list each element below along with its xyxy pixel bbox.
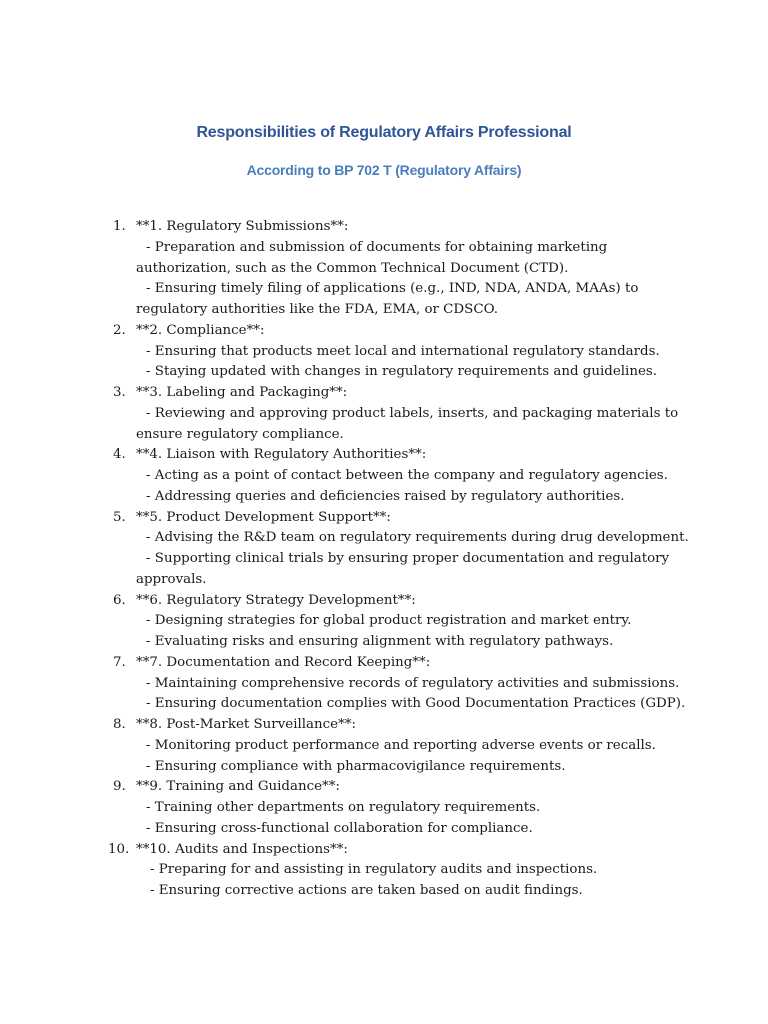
list-item-number: 2.: [113, 322, 126, 338]
document-subtitle: According to BP 702 T (Regulatory Affairs): [246, 162, 522, 178]
list-item-detail-line: - Preparing for and assisting in regulatory audits and inspections.: [150, 862, 598, 878]
list-item-heading: **5. Product Development Support**:: [136, 509, 391, 525]
list-item: [0, 445, 768, 507]
list-item-number: 10.: [108, 841, 130, 857]
list-item-detail-line: - Monitoring product performance and reporting adverse events or recalls.: [146, 737, 656, 753]
list-item-number: 3.: [113, 385, 126, 400]
list-item: [0, 321, 768, 383]
list-item-heading: **7. Documentation and Record Keeping**:: [136, 654, 431, 670]
list-item: [0, 217, 768, 321]
list-item-detail-line: - Ensuring documentation complies with Good Documentation Practices (GDP).: [146, 696, 686, 712]
list-item: [0, 591, 768, 653]
list-item-heading: **3. Labeling and Packaging**:: [136, 385, 348, 400]
list-item-detail-line: authorization, such as the Common Technical Document (CTD).: [136, 260, 569, 276]
list-item-number: 6.: [113, 592, 126, 608]
list-item-detail-line: - Designing strategies for global product registration and market entry.: [146, 613, 632, 629]
list-item-number: 7.: [113, 654, 126, 670]
list-item-heading: **8. Post-Market Surveillance**:: [136, 717, 356, 732]
list-item-detail-line: - Ensuring corrective actions are taken based on audit findings.: [150, 883, 583, 898]
list-item-detail-line: - Ensuring timely filing of applications (e.g., IND, NDA, ANDA, MAAs) to: [146, 281, 639, 297]
list-item: [0, 508, 768, 591]
list-item-number: 8.: [113, 717, 126, 732]
list-item-heading: **10. Audits and Inspections**:: [136, 841, 348, 857]
list-item-detail-line: - Addressing queries and deficiencies raised by regulatory authorities.: [146, 488, 625, 504]
list-item-detail-line: approvals.: [136, 571, 207, 587]
list-item: [0, 840, 768, 902]
list-item-detail-line: regulatory authorities like the FDA, EMA, or CDSCO.: [136, 302, 499, 317]
list-item: [0, 777, 768, 839]
list-item-number: 5.: [113, 509, 126, 525]
list-item: [0, 653, 768, 715]
document-title: Responsibilities of Regulatory Affairs Professional: [196, 124, 572, 141]
list-item-detail-line: - Ensuring cross-functional collaboration for compliance.: [146, 820, 533, 836]
list-item-detail-line: ensure regulatory compliance.: [136, 426, 344, 442]
list-item-heading: **9. Training and Guidance**:: [136, 779, 340, 795]
list-item-number: 4.: [113, 447, 126, 463]
list-item-detail-line: - Training other departments on regulatory requirements.: [146, 800, 541, 815]
list-item-detail-line: - Ensuring that products meet local and international regulatory standards.: [146, 343, 660, 359]
list-item-detail-line: - Reviewing and approving product labels, inserts, and packaging materials to: [146, 405, 679, 421]
list-item-detail-line: - Evaluating risks and ensuring alignment with regulatory pathways.: [146, 634, 614, 649]
list-item-detail-line: - Supporting clinical trials by ensuring proper documentation and regulatory: [146, 551, 670, 566]
list-item-detail-line: - Staying updated with changes in regulatory requirements and guidelines.: [146, 364, 658, 380]
list-item-number: 1.: [113, 219, 126, 234]
list-item-detail-line: - Preparation and submission of documents for obtaining marketing: [146, 239, 608, 255]
list-item: [0, 715, 768, 777]
list-item-detail-line: - Advising the R&D team on regulatory requirements during drug development.: [146, 530, 689, 546]
list-item-detail-line: - Ensuring compliance with pharmacovigilance requirements.: [146, 758, 566, 774]
list-item-heading: **6. Regulatory Strategy Development**:: [136, 592, 416, 608]
list-item: [0, 383, 768, 445]
list-item-heading: **4. Liaison with Regulatory Authorities**:: [136, 447, 427, 463]
list-item-number: 9.: [113, 779, 126, 795]
list-item-detail-line: - Acting as a point of contact between the company and regulatory agencies.: [146, 468, 668, 483]
list-item-heading: **2. Compliance**:: [136, 322, 265, 338]
list-item-detail-line: - Maintaining comprehensive records of regulatory activities and submissions.: [146, 675, 680, 691]
list-item-heading: **1. Regulatory Submissions**:: [136, 219, 349, 234]
responsibilities-list: [0, 217, 768, 902]
